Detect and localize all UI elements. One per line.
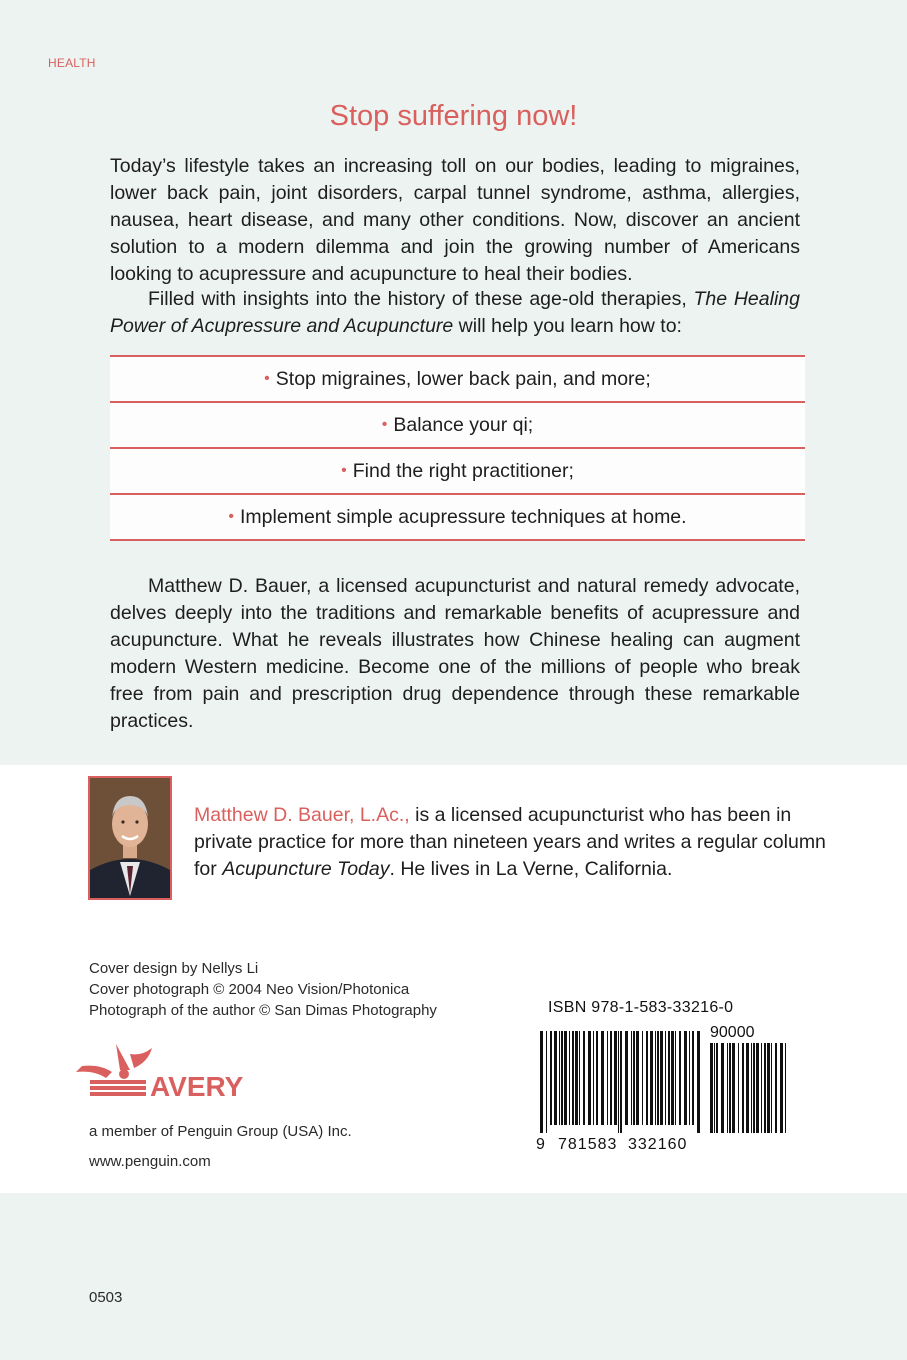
barcode-bar — [546, 1031, 547, 1133]
barcode-bar — [761, 1043, 762, 1133]
barcode-bar — [753, 1043, 755, 1133]
author-photo — [88, 776, 172, 900]
barcode-bar — [714, 1043, 715, 1133]
barcode-bar — [614, 1031, 617, 1125]
barcode-bar — [738, 1043, 739, 1133]
barcode-bar — [633, 1031, 635, 1125]
barcode-bar — [665, 1031, 666, 1125]
barcode-bar — [729, 1043, 731, 1133]
barcode-bar — [625, 1031, 628, 1125]
author-portrait-icon — [90, 778, 170, 898]
publication-title: Acupuncture Today — [222, 858, 390, 880]
bullet-text: Stop migraines, lower back pain, and more; — [275, 367, 651, 390]
avery-logo-icon — [72, 1040, 252, 1100]
author-bio — [194, 802, 844, 883]
logo-wordmark: AVERY — [150, 1071, 244, 1100]
product-code: 0503 — [89, 1289, 123, 1306]
barcode-bar — [655, 1031, 656, 1125]
barcode-bar — [697, 1031, 700, 1133]
headline: Stop suffering now! — [329, 100, 578, 132]
barcode — [534, 1019, 792, 1151]
bullet-item — [110, 447, 805, 493]
barcode-bar — [588, 1031, 591, 1125]
barcode-bar — [572, 1031, 574, 1125]
category-label: HEALTH — [48, 56, 96, 70]
barcode-bar — [710, 1043, 713, 1133]
bullet-dot-icon: • — [381, 416, 388, 433]
barcode-bar — [689, 1031, 690, 1125]
barcode-bar — [756, 1043, 759, 1133]
lead-paragraph — [110, 286, 800, 340]
barcode-bar — [775, 1043, 777, 1133]
barcode-bar — [631, 1031, 632, 1125]
lead-before: Filled with insights into the history of these age-old therapies, — [148, 288, 694, 310]
barcode-bar — [554, 1031, 557, 1125]
about-author-panel — [0, 765, 907, 1193]
barcode-bar — [764, 1043, 766, 1133]
barcode-bar — [716, 1043, 718, 1133]
barcode-bar — [579, 1031, 580, 1125]
publisher-logo — [72, 1040, 252, 1100]
barcode-bar — [601, 1031, 604, 1125]
barcode-bar — [692, 1031, 694, 1125]
barcode-addon-digits: 90000 — [710, 1024, 755, 1041]
publisher-member-line: a member of Penguin Group (USA) Inc. — [89, 1123, 352, 1140]
barcode-bar — [583, 1031, 585, 1125]
barcode-bar — [771, 1043, 772, 1133]
barcode-bar — [618, 1031, 619, 1133]
barcode-bar — [550, 1031, 552, 1125]
bullet-text: Balance your qi; — [393, 413, 534, 436]
barcode-bar — [646, 1031, 648, 1125]
credit-line: Photograph of the author © San Dimas Photography — [89, 1002, 437, 1019]
barcode-bar — [746, 1043, 749, 1133]
barcode-bar — [727, 1043, 728, 1133]
barcode-bar — [607, 1031, 608, 1125]
barcode-bar — [668, 1031, 670, 1125]
lead-after: will help you learn how to: — [453, 315, 682, 337]
barcode-bar — [660, 1031, 663, 1125]
barcode-first-digit: 9 — [536, 1136, 545, 1151]
bullet-item — [110, 355, 805, 401]
barcode-bar — [671, 1031, 674, 1125]
bio-end: . He lives in La Verne, California. — [389, 858, 673, 880]
barcode-bar — [732, 1043, 735, 1133]
barcode-bar — [642, 1031, 643, 1125]
barcode-bar — [564, 1031, 567, 1125]
intro-paragraph: Today’s lifestyle takes an increasing toll on our bodies, leading to migraines, lower back pain, joint disorders, carpal tunnel syndrome, asthma, allergies, nausea, heart disease, and many other conditions. Now, discover an ancient solution to a modern dilemma and join the growing number of Americans looking to acupressure and acupuncture to heal their bodies. — [110, 155, 800, 285]
barcode-bar — [650, 1031, 653, 1125]
barcode-bar — [679, 1031, 681, 1125]
book-title: The Healing Power of Acupressure and Acupuncture — [110, 288, 800, 337]
bullet-dot-icon: • — [228, 508, 235, 525]
bullet-dot-icon: • — [341, 462, 347, 479]
author-name: Matthew D. Bauer, L.Ac., — [194, 804, 410, 826]
isbn-label: ISBN 978-1-583-33216-0 — [548, 999, 734, 1016]
barcode-main-bars — [540, 1031, 700, 1133]
barcode-bar — [721, 1043, 724, 1133]
barcode-bar — [610, 1031, 612, 1125]
barcode-bar — [593, 1031, 594, 1125]
barcode-addon-bars — [710, 1043, 786, 1133]
barcode-bar — [751, 1043, 752, 1133]
credit-line: Cover design by Nellys Li — [89, 960, 259, 977]
barcode-bar — [561, 1031, 563, 1125]
barcode-bar — [540, 1031, 543, 1133]
barcode-bar — [785, 1043, 786, 1133]
bullet-text: Implement simple acupressure techniques at home. — [240, 505, 687, 528]
barcode-bar — [596, 1031, 598, 1125]
credit-line: Cover photograph © 2004 Neo Vision/Photonica — [89, 981, 410, 998]
bullet-item — [110, 493, 805, 541]
barcode-bar — [742, 1043, 744, 1133]
barcode-bar — [636, 1031, 639, 1125]
bullet-item — [110, 401, 805, 447]
barcode-group-2: 332160 — [628, 1136, 688, 1151]
bio-text: is a licensed acupuncturist who has been in private practice for more than nineteen years and writes a regular column for — [194, 804, 826, 880]
barcode-bar — [780, 1043, 783, 1133]
barcode-bar — [575, 1031, 578, 1125]
barcode-bar — [620, 1031, 622, 1133]
barcode-bar — [675, 1031, 676, 1125]
barcode-bar — [569, 1031, 570, 1125]
body-paragraph: Matthew D. Bauer, a licensed acupuncturist and natural remedy advocate, delves deeply into the traditions and remarkable benefits of acupressure and acupuncture. What he reveals illustrates how Chinese healing can augment modern Western medicine. Become one of the millions of people who break free from pain and prescription drug dependence through these remarkable practices. — [110, 575, 800, 732]
publisher-website: www.penguin.com — [89, 1153, 211, 1170]
barcode-bar — [657, 1031, 659, 1125]
barcode-bar — [684, 1031, 687, 1125]
bullet-dot-icon: • — [264, 370, 270, 387]
barcode-group-1: 781583 — [558, 1136, 618, 1151]
barcode-bar — [559, 1031, 560, 1125]
barcode-bar — [767, 1043, 770, 1133]
credits — [89, 958, 437, 1021]
bullet-text: Find the right practitioner; — [352, 459, 574, 482]
bullet-list — [110, 355, 805, 541]
